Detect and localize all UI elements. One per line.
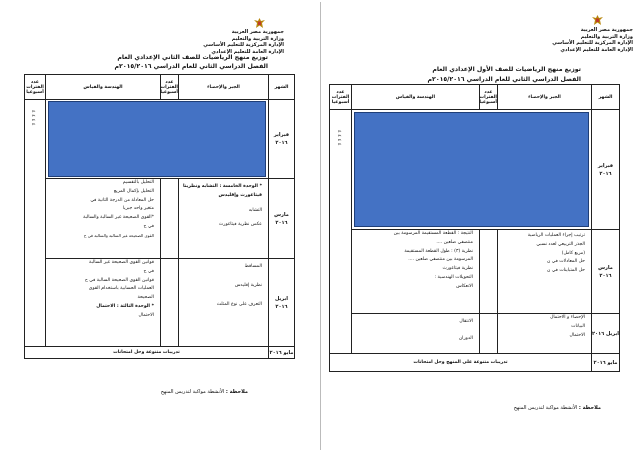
column-header-algebra: الجبر والإحصاء [498, 85, 592, 110]
footnote [48, 389, 248, 395]
month-label: فبراير ٢٠١٦ [597, 162, 614, 177]
month-label: مايو ٢٠١٦ [269, 349, 294, 356]
month-cell [269, 347, 295, 359]
periods-column [25, 100, 46, 347]
redacted-blue-block [48, 101, 266, 177]
month-cell [592, 110, 620, 230]
right-page [320, 2, 640, 450]
month-label: ابريل ٢٠١٦ [591, 330, 619, 337]
header-line: جمهورية مصر العربية [231, 29, 284, 35]
list-item: العمليات الحسابية باستخدام القوى [88, 286, 154, 292]
month-label: مارس ٢٠١٦ [598, 264, 613, 279]
header-line: الإدارة المركزية للتعليم الأساسي [552, 40, 633, 46]
list-item: الاحتمال [138, 312, 154, 318]
list-item: حل المعادلة من الدرجة الثانية في [90, 197, 154, 203]
april-algebra-cell [498, 314, 592, 354]
month-label: فبراير ٢٠١٦ [273, 132, 290, 146]
may-text: تدريبات متنوعة وحل امتحانات [113, 350, 180, 355]
list-item: الانتقال [459, 319, 473, 324]
periods-cell [480, 230, 498, 314]
list-item: حل المتباينات في ن [547, 268, 585, 274]
list-item: * الوحدة الخامسة : التشابه ونظريتا [182, 184, 262, 189]
list-item: القوى الصحيحة غير السالبة والسالبة في ح [83, 232, 154, 238]
vertical-periods-label: ٤ ٤ ٤ ٤ [30, 110, 36, 126]
note-text: الأنشطة مواكبة لتدريس المنهج [513, 405, 578, 411]
list-item: (مربع كامل) [561, 250, 585, 256]
header-line: وزارة التربية والتعليم [580, 33, 633, 40]
month-cell [592, 314, 620, 354]
may-content [330, 354, 592, 372]
list-item: منتصفي ضلعين .... [436, 239, 473, 245]
list-item: التعرف على نوع المثلث [216, 301, 262, 307]
month-label: مارس ٢٠١٦ [274, 211, 289, 226]
ministry-header [513, 27, 633, 53]
list-item: المساقط [244, 264, 262, 269]
header-line: الإدارة العامة للتعليم الإعدادي [560, 46, 633, 53]
march-geometry-cell [179, 179, 269, 259]
list-item: * الوحدة الثالثة : الاحتمال [96, 303, 154, 309]
april-geometry-cell [179, 259, 269, 347]
list-item: الصحيحة [137, 295, 154, 301]
list-item: الدوران [458, 335, 473, 341]
column-header-algebra: الجبر والإحصاء [179, 75, 269, 100]
periods-cell [161, 259, 179, 347]
note-label: ملاحظة : [225, 389, 248, 395]
list-item: *القوى الصحيحة غير السالبة والسالبة [83, 215, 154, 221]
column-header-periods: عدد الفترات أسبوعيا [25, 75, 46, 100]
list-item: قوانين القوى الصحيحة السالبة في ح [84, 277, 154, 283]
list-item: المرسومة بين منتصفي ضلعين .... [408, 257, 473, 263]
list-item: في ح [143, 268, 154, 274]
column-header-month: الشهر [269, 75, 295, 100]
list-item: البيانات [571, 323, 585, 329]
document-title: توزيع منهج الرياضيات للصف الثاني الإعدادي العام [117, 54, 268, 61]
list-item: التحويلات الهندسية : [434, 274, 473, 280]
march-geometry-cell [352, 230, 480, 314]
april-algebra-cell [46, 259, 161, 347]
note-label: ملاحظة : [578, 405, 601, 411]
february-content [352, 110, 592, 230]
list-item: نظرية فيثاغورث [442, 266, 473, 272]
vertical-periods-label: ٤ ٤ ٤ ٤ [336, 130, 342, 146]
month-label: ابريل ٢٠١٦ [274, 295, 289, 310]
header-line: الإدارة العامة للتعليم الإعدادي [211, 48, 284, 55]
document-subtitle: الفصل الدراسي الثاني للعام الدراسي ٢٠١٥/٢٠١٦م [114, 63, 268, 70]
month-cell [269, 100, 295, 179]
footnote [401, 405, 601, 411]
april-geometry-cell [352, 314, 480, 354]
redacted-blue-block [354, 112, 589, 227]
periods-cell [480, 314, 498, 354]
list-item: في ح [143, 223, 154, 229]
column-header-geometry: الهندسة والقياس [352, 85, 480, 110]
column-header-periods: عدد الفترات أسبوعيا [330, 85, 352, 110]
may-text: تدريبات متنوعة على المنهج وحل امتحانات [413, 360, 508, 365]
periods-cell [161, 179, 179, 259]
ministry-header [164, 29, 284, 55]
may-content [25, 347, 269, 359]
list-item: الجذر التربيعي لعدد نسبي [536, 241, 585, 247]
list-item: النتيجة : القطعة المستقيمة المرسومة بين [393, 231, 473, 236]
list-item: فيثاغورث وإقليدس [218, 192, 262, 198]
list-item: عكس نظرية فيثاغورث [218, 222, 262, 228]
list-item: الاحتمال [569, 332, 585, 338]
note-text: الأنشطة مواكبة لتدريس المنهج [160, 389, 225, 395]
month-cell [592, 230, 620, 314]
march-algebra-cell [498, 230, 592, 314]
month-cell [269, 179, 295, 259]
march-algebra-cell [46, 179, 161, 259]
list-item: التحليل بالتقسيم [122, 180, 154, 185]
egypt-eagle-emblem-icon [253, 17, 266, 29]
curriculum-table [329, 84, 620, 372]
list-item: قوانين القوى الصحيحة غير السالبة [88, 260, 154, 265]
february-content [46, 100, 269, 179]
column-header-periods: عدد الفترات أسبوعيا [480, 85, 498, 110]
list-item: حل المعادلات في ن [546, 259, 585, 265]
list-item: التشابه [248, 207, 262, 213]
list-item: الانعكاس [456, 283, 473, 289]
column-header-periods: عدد الفترات أسبوعيا [161, 75, 179, 100]
header-line: وزارة التربية والتعليم [231, 35, 284, 42]
document-subtitle: الفصل الدراسي الثاني للعام الدراسي ٢٠١٥/٢٠١٦م [427, 76, 581, 83]
curriculum-table [24, 74, 295, 359]
month-cell [592, 354, 620, 372]
left-page [0, 2, 318, 450]
header-line: الإدارة المركزية للتعليم الأساسي [203, 42, 284, 48]
list-item: الإحصاء و الاحتمال [550, 315, 585, 320]
list-item: ترتيب إجراء العمليات الرياضية [527, 233, 585, 238]
header-line: جمهورية مصر العربية [580, 27, 633, 33]
list-item: متغير واحد جبريا [122, 206, 154, 212]
list-item: نظرية (٣) : طول القطعة المستقيمة [404, 248, 473, 254]
column-header-month: الشهر [592, 85, 620, 110]
column-header-geometry: الهندسة والقياس [46, 75, 161, 100]
periods-column [330, 110, 352, 354]
list-item: نظرية إقليدس [234, 282, 262, 288]
month-label: مايو ٢٠١٦ [593, 359, 618, 366]
list-item: التحليل بإكمال المربع [113, 188, 154, 194]
egypt-eagle-emblem-icon [591, 14, 604, 26]
document-title: توزيع منهج الرياضيات للصف الأول الإعدادي العام [432, 66, 581, 73]
month-cell [269, 259, 295, 347]
